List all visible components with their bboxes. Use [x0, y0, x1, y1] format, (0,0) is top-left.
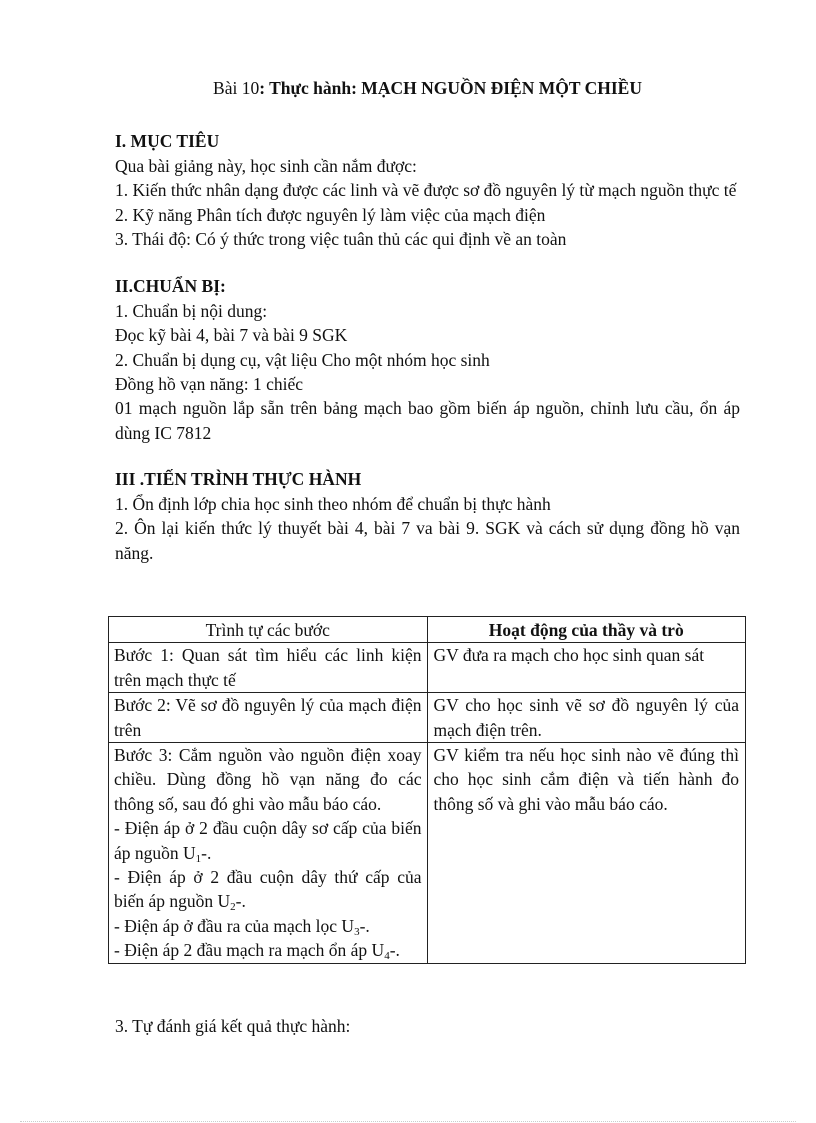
title-main: : MẠCH NGUỒN ĐIỆN MỘT CHIỀU [351, 78, 642, 98]
table-row [109, 693, 746, 743]
section-heading-procedure: III .TIẾN TRÌNH THỰC HÀNH [115, 469, 362, 490]
preparation-line: 1. Chuẩn bị nội dung: [115, 300, 268, 321]
lesson-title [115, 76, 740, 100]
table-row [109, 743, 746, 964]
table-header-row [109, 617, 746, 643]
document-page [115, 76, 740, 565]
step-cell: Bước 2: Vẽ sơ đồ nguyên lý của mạch điện trên [109, 693, 428, 743]
spacer [115, 445, 740, 467]
objectives-line: Qua bài giảng này, học sinh cần nắm được: [115, 155, 417, 176]
title-colon: : Thực hành [259, 78, 352, 98]
objectives-line: 1. Kiến thức nhân dạng được các linh và vẽ được sơ đồ nguyên lý từ mạch nguồn thực tế [115, 180, 737, 201]
step-3-text: Bước 3: Cắm nguồn vào nguồn điện xoay chiều. Dùng đồng hồ vạn năng đo các thông số, sau đó ghi vào mẫu báo cáo. [114, 745, 422, 814]
column-header-activities: Hoạt động của thầy và trò [428, 617, 746, 643]
activity-cell: GV đưa ra mạch cho học sinh quan sát [428, 643, 746, 693]
procedure-line: 2. Ôn lại kiến thức lý thuyết bài 4, bài 7 va bài 9. SGK và cách sử dụng đồng hồ vạn năng. [115, 518, 740, 563]
title-prefix: Bài 10 [213, 78, 260, 98]
column-header-steps: Trình tự các bước [109, 617, 428, 643]
page-bottom-divider [20, 1121, 796, 1122]
section-heading-objectives: I. MỤC TIÊU [115, 131, 220, 152]
measurement-item: - Điện áp ở 2 đầu cuộn dây thứ cấp của biến áp nguồn $U_2-$. [114, 867, 422, 914]
activity-cell: GV cho học sinh vẽ sơ đồ nguyên lý của mạch điện trên. [428, 693, 746, 743]
objectives-line: 2. Kỹ năng Phân tích được nguyên lý làm việc của mạch điện [115, 204, 546, 225]
measurement-item: - Điện áp ở đầu ra của mạch lọc $U_3-$. [114, 915, 370, 938]
table-row [109, 643, 746, 693]
self-assessment-line: 3. Tự đánh giá kết quả thực hành: [115, 1016, 351, 1036]
step-cell: Bước 1: Quan sát tìm hiểu các linh kiện trên mạch thực tế [109, 643, 428, 693]
spacer [115, 251, 740, 274]
procedure-line: 1. Ổn định lớp chia học sinh theo nhóm để chuẩn bị thực hành [115, 493, 551, 514]
step-cell [109, 743, 428, 964]
section-heading-preparation: II.CHUẨN BỊ: [115, 276, 226, 297]
preparation-line: 2. Chuẩn bị dụng cụ, vật liệu Cho một nhóm học sinh [115, 349, 490, 370]
preparation-line: Đồng hồ vạn năng: 1 chiếc [115, 374, 304, 395]
preparation-line: 01 mạch nguồn lắp sẵn trên bảng mạch bao gồm biến áp nguồn, chỉnh lưu cầu, ổn áp dùng IC 7812 [115, 398, 740, 443]
measurement-item: - Điện áp 2 đầu mạch ra mạch ổn áp $U_4-$. [114, 940, 400, 963]
steps-table [108, 616, 746, 964]
objectives-line: 3. Thái độ: Có ý thức trong việc tuân thủ các qui định về an toàn [115, 229, 567, 250]
activity-cell: GV kiểm tra nếu học sinh nào vẽ đúng thì cho học sinh cắm điện và tiến hành đo thông số và ghi vào mẫu báo cáo. [428, 743, 746, 964]
preparation-line: Đọc kỹ bài 4, bài 7 và bài 9 SGK [115, 325, 348, 346]
measurement-item: - Điện áp ở 2 đầu cuộn dây sơ cấp của biến áp nguồn $U_1-$. [114, 818, 422, 865]
